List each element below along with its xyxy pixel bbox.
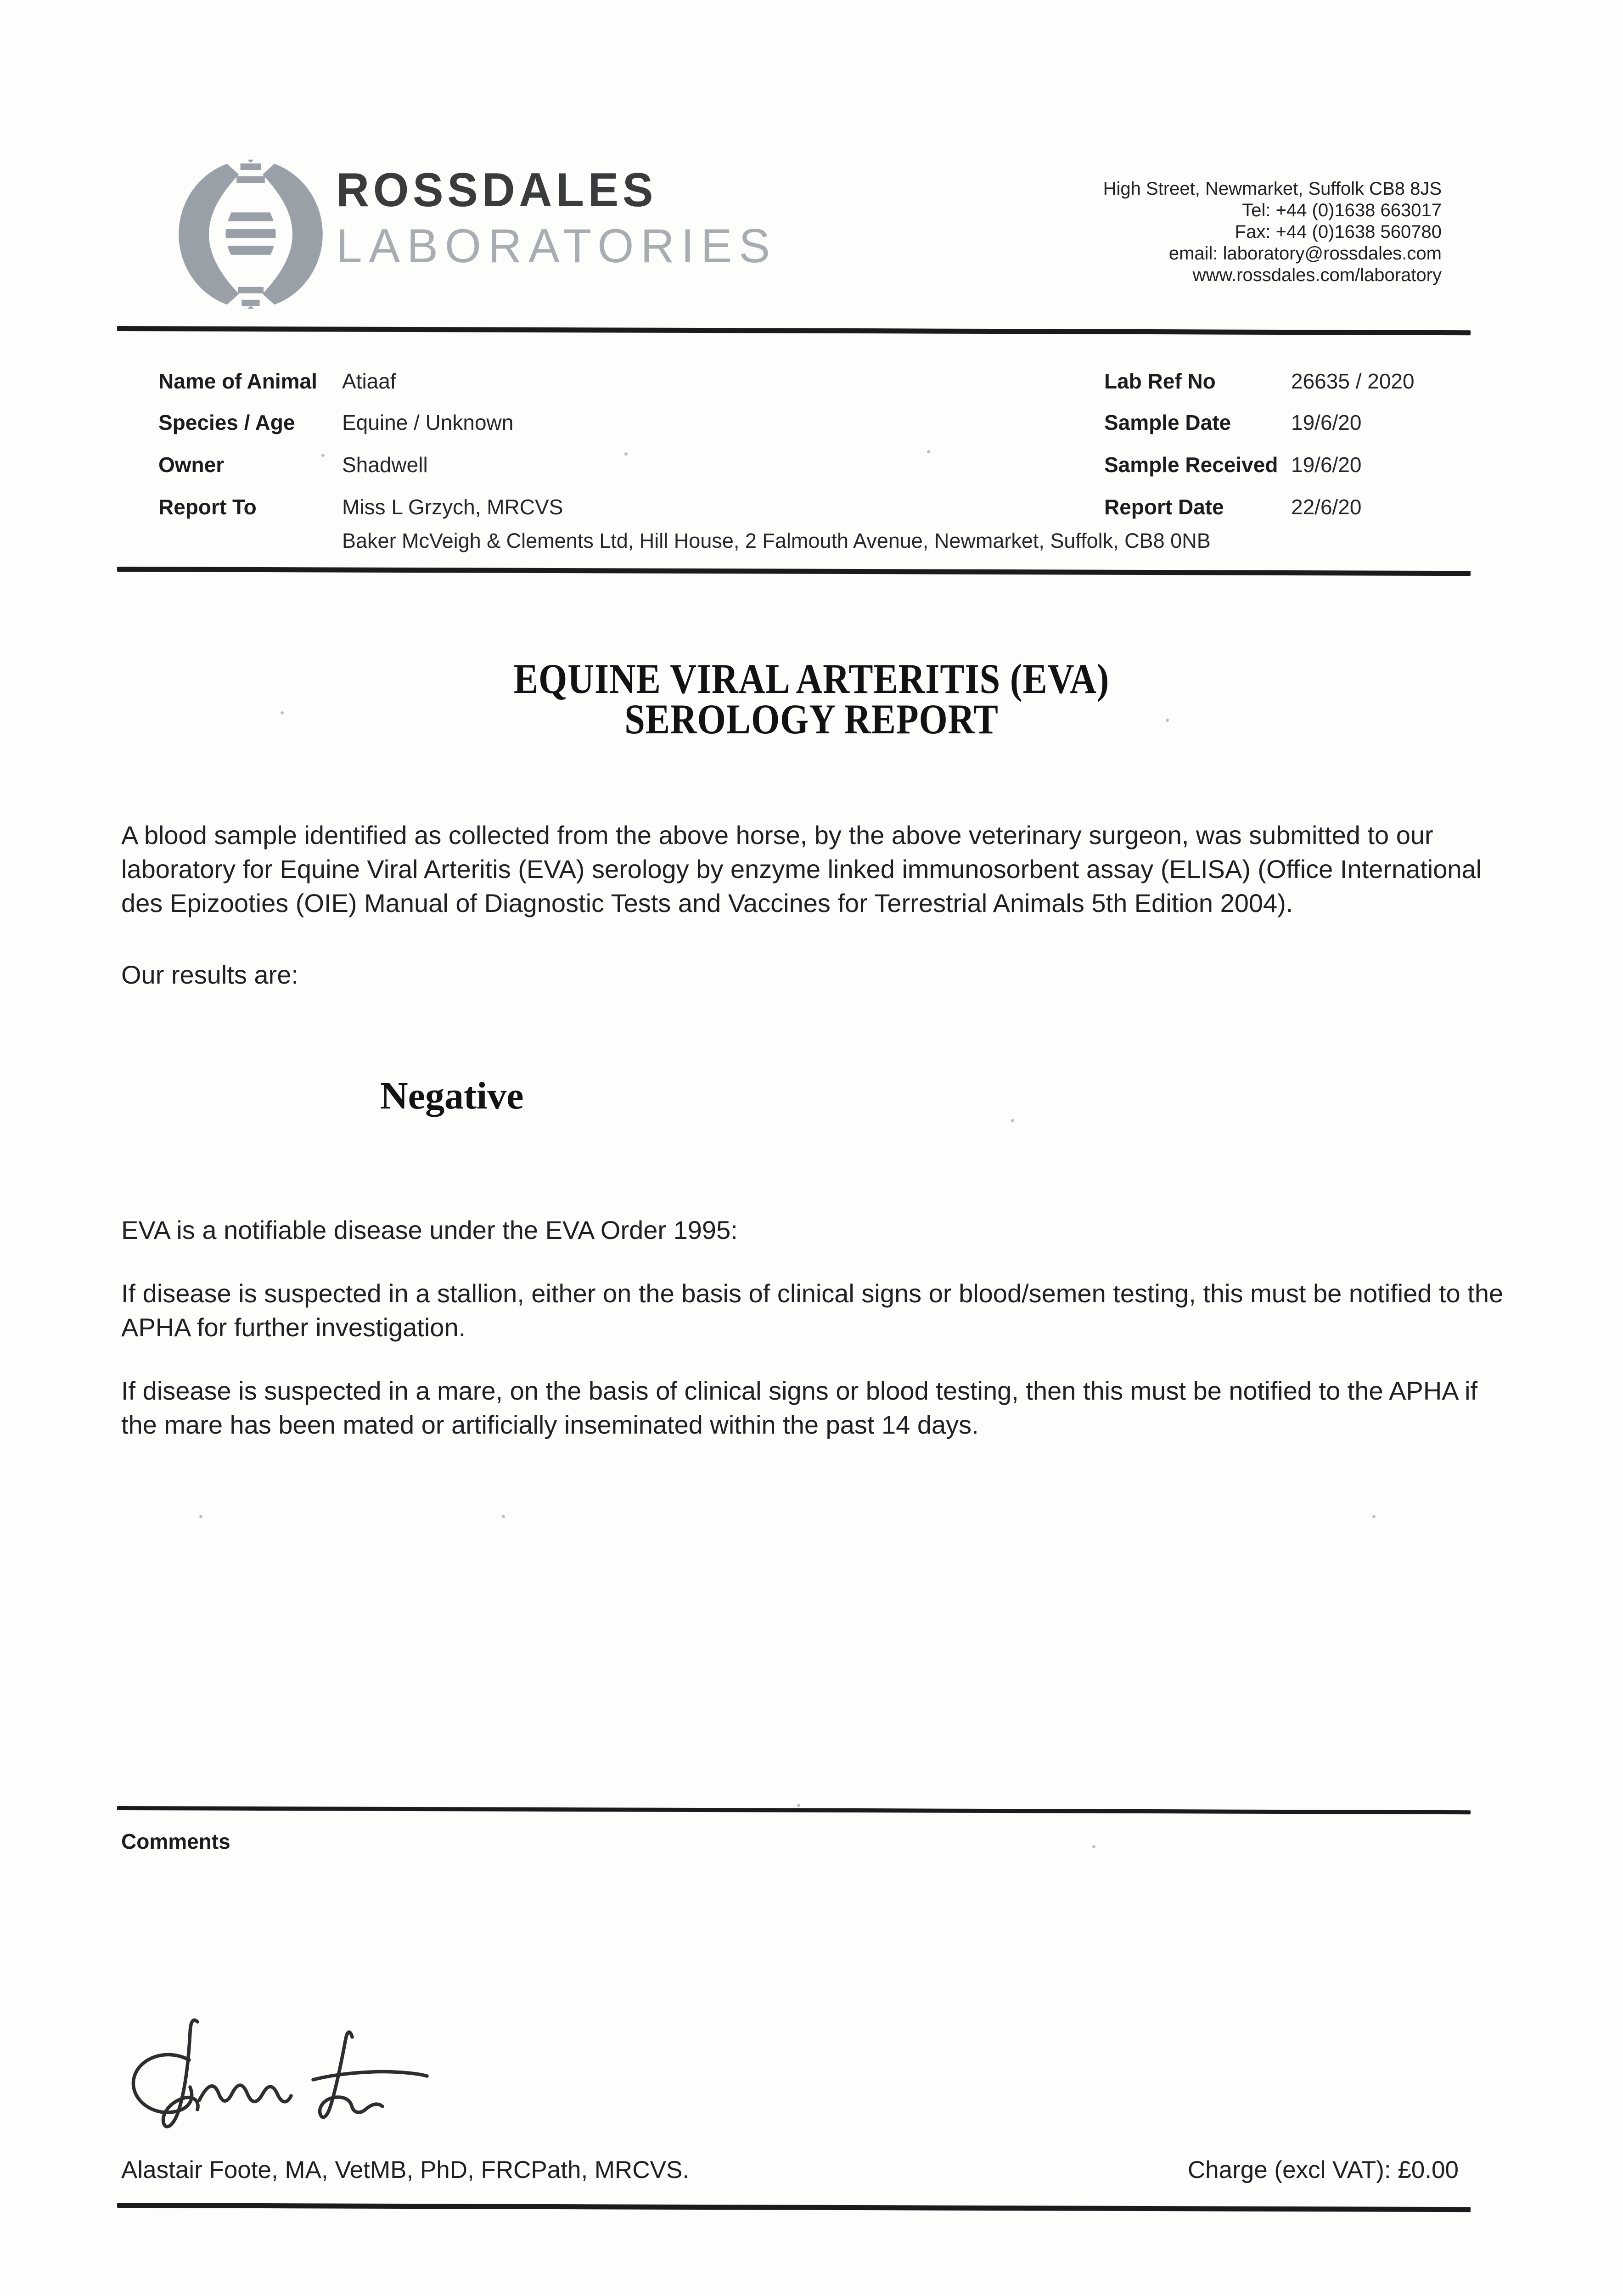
result-value: Negative xyxy=(380,1075,524,1117)
value-lab-ref-no: 26635 / 2020 xyxy=(1291,369,1415,393)
value-sample-date: 19/6/20 xyxy=(1291,411,1362,434)
label-report-date: Report Date xyxy=(1104,495,1224,519)
report-title-line2: SEROLOGY REPORT xyxy=(624,696,999,743)
scan-speck xyxy=(797,1804,800,1807)
value-sample-received: 19/6/20 xyxy=(1291,453,1362,477)
value-report-to: Miss L Grzych, MRCVS xyxy=(342,495,563,519)
lab-website: www.rossdales.com/laboratory xyxy=(1192,265,1442,285)
signature xyxy=(120,2015,455,2139)
details-divider xyxy=(117,567,1471,576)
report-title-line1: EQUINE VIRAL ARTERITIS (EVA) xyxy=(513,655,1110,702)
stallion-paragraph: If disease is suspected in a stallion, either on the basis of clinical signs or blood/semen testing, this must be notified to the APHA for further investigation. xyxy=(121,1279,1504,1342)
scan-speck xyxy=(199,1515,202,1518)
signatory-name: Alastair Foote, MA, VetMB, PhD, FRCPath, MRCVS. xyxy=(121,2156,690,2183)
scan-speck xyxy=(1092,1845,1095,1848)
scan-speck xyxy=(927,450,930,453)
label-lab-ref-no: Lab Ref No xyxy=(1104,369,1216,393)
results-intro: Our results are: xyxy=(121,960,298,989)
scan-speck xyxy=(1166,719,1169,722)
value-species-age: Equine / Unknown xyxy=(342,411,514,434)
lab-address: High Street, Newmarket, Suffolk CB8 8JS xyxy=(1103,179,1442,199)
comments-label: Comments xyxy=(121,1829,230,1853)
lab-fax: Fax: +44 (0)1638 560780 xyxy=(1235,222,1442,242)
scan-speck xyxy=(1011,1119,1014,1122)
value-owner: Shadwell xyxy=(342,453,428,477)
label-sample-received: Sample Received xyxy=(1104,453,1278,477)
lab-email: email: laboratory@rossdales.com xyxy=(1168,243,1442,264)
header-divider xyxy=(117,326,1471,335)
charge-value: Charge (excl VAT): £0.00 xyxy=(1187,2156,1459,2183)
logo-wordmark xyxy=(336,163,786,273)
scan-speck xyxy=(281,711,284,715)
label-species-age: Species / Age xyxy=(158,411,295,434)
label-sample-date: Sample Date xyxy=(1104,411,1231,434)
value-name-of-animal: Atiaaf xyxy=(342,369,396,393)
logo-subname: LABORATORIES xyxy=(336,219,777,273)
comments-divider xyxy=(117,1806,1471,1814)
footer-divider xyxy=(117,2203,1471,2212)
label-report-to: Report To xyxy=(158,495,257,519)
scan-speck xyxy=(1372,1515,1376,1518)
lab-contact-block xyxy=(1103,178,1442,286)
mare-paragraph: If disease is suspected in a mare, on the basis of clinical signs or blood testing, then this must be notified to the APHA if the mare has been mated or artificially inseminated within the past 14 days. xyxy=(121,1376,1478,1439)
scan-speck xyxy=(502,1515,505,1518)
logo-name: ROSSDALES xyxy=(336,163,657,217)
lab-tel: Tel: +44 (0)1638 663017 xyxy=(1242,200,1442,220)
label-name-of-animal: Name of Animal xyxy=(158,369,317,393)
notifiable-statement: EVA is a notifiable disease under the EVA Order 1995: xyxy=(121,1216,738,1244)
value-report-date: 22/6/20 xyxy=(1291,495,1362,519)
scan-speck xyxy=(321,454,325,457)
label-owner: Owner xyxy=(158,453,225,477)
scan-speck xyxy=(624,452,628,456)
intro-paragraph: A blood sample identified as collected from the above horse, by the above veterinary surgeon, was submitted to our laboratory for Equine Viral Arteritis (EVA) serology by enzyme linked immunosorbent assay (ELISA) (Office International des Epizooties (OIE) Manual of Diagnostic Tests and Vaccines for Terrestrial Animals 5th Edition 2004). xyxy=(121,821,1482,917)
dna-helix-icon xyxy=(174,157,328,311)
report-to-address: Baker McVeigh & Clements Ltd, Hill House, 2 Falmouth Avenue, Newmarket, Suffolk, CB8 0NB xyxy=(342,529,1211,552)
